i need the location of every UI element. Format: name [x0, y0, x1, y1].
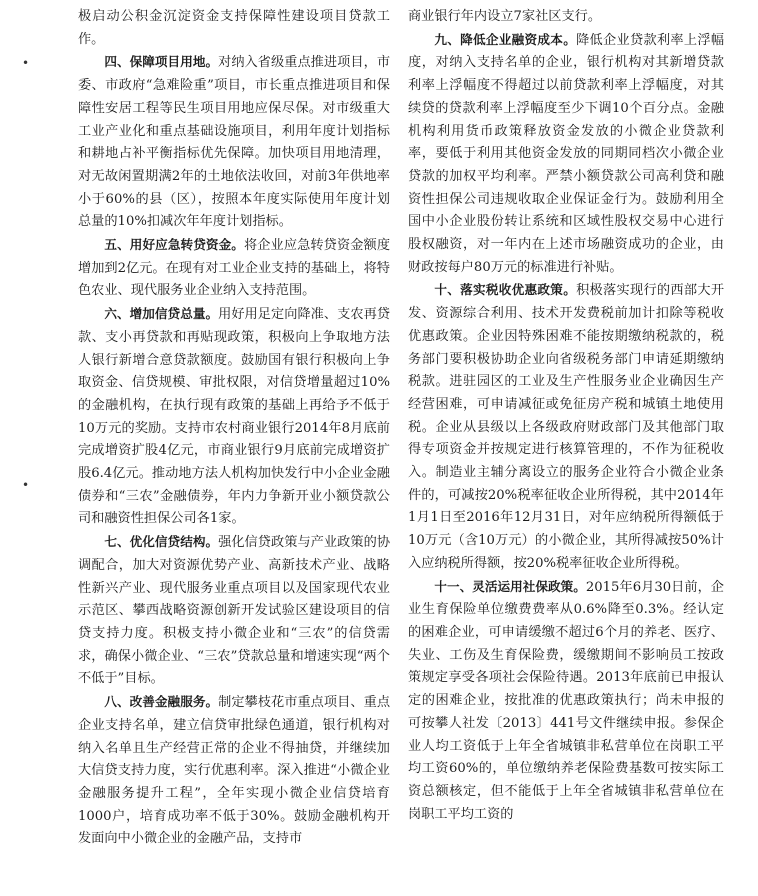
paragraph [78, 51, 390, 234]
section-heading: 六、增加信贷总量。 [104, 306, 219, 322]
paragraph [408, 279, 724, 575]
margin-mark: • [22, 478, 30, 492]
left-column [78, 6, 390, 851]
paragraph-text: 用好用足定向降准、支农再贷款、支小再贷款和再贴现政策，积极向上争取地方法人银行新增合意贷款额度。鼓励国有银行积极向上争取资金、信贷规模、审批权限，对信贷增量超过10%的金融机构，在执行现有政策的基础上再给予不低于10万元的奖励。支持市农村商业银行2014年8月底前完成增资扩股4亿元，市商业银行9月底前完成增资扩股6.4亿元。推动地方法人机构加快发行中小企业金融债券和“三农”金融债券，年内力争新开业小额贷款公司和融资性担保公司各1家。 [78, 307, 391, 527]
paragraph-text: 降低企业贷款利率上浮幅度，对纳入支持名单的企业，银行机构对其新增贷款利率上浮幅度不得超过以前贷款利率上浮幅度，对其续贷的贷款利率上浮幅度至少下调10个百分点。金融机构利用货币政策释放资金发放的小微企业贷款利率，要低于利用其他资金发放的同期同档次小微企业贷款的加权平均利率。严禁小额贷款公司高利贷和融资性担保公司违规收取企业保证金行为。鼓励利用全国中小企业股份转让系统和区域性股权交易中心进行股权融资，对一年内在上述市场融资成功的企业，由财政按每户80万元的标准进行补贴。 [408, 32, 725, 275]
paragraph [408, 29, 724, 280]
paragraph [78, 234, 390, 303]
paragraph [408, 6, 724, 29]
margin-mark: • [22, 56, 30, 70]
paragraph-text: 对纳入省级重点推进项目，市委、市政府“急难险重”项目，市长重点推进项目和保障性安居工程等民生项目用地应保尽保。对市级重大工业产业化和重点基础设施项目，利用年度计划指标和耕地占补平衡指标优先保障。加快项目用地清理，对无故闲置期满2年的土地依法收回，对前3年供地率小于60%的县（区），按照本年度实际使用年度计划总量的10%扣减次年年度计划指标。 [78, 55, 391, 230]
paragraph [78, 531, 390, 691]
paragraph-text: 商业银行年内设立7家社区支行。 [408, 9, 602, 24]
paragraph-text: 强化信贷政策与产业政策的协调配合，加大对资源优势产业、高新技术产业、战略性新兴产业、现代服务业重点项目以及国家现代农业示范区、攀西战略资源创新开发试验区建设项目的信贷支持力度。积极支持小微企业和“三农”的信贷需求，确保小微企业、“三农”贷款总量和增速实现“两个不低于”目标。 [78, 535, 391, 687]
paragraph [78, 691, 390, 851]
paragraph-text: 制定攀枝花市重点项目、重点企业支持名单，建立信贷审批绿色通道，银行机构对纳入名单且生产经营正常的企业不得抽贷，并继续加大信贷支持力度，实行优惠利率。深入推进“小微企业金融服务提升工程”，全年实现小微企业信贷培育1000户，培育成功率不低于30%。鼓励金融机构开发面向中小微企业的金融产品，支持市 [78, 695, 391, 847]
section-heading: 十一、灵活运用社保政策。 [434, 578, 586, 594]
right-column [408, 6, 724, 826]
section-heading: 七、优化信贷结构。 [104, 534, 219, 550]
section-heading: 九、降低企业融资成本。 [434, 31, 577, 47]
paragraph [408, 576, 724, 827]
section-heading: 八、改善金融服务。 [104, 694, 219, 710]
paragraph-text: 2015年6月30日前，企业生育保险单位缴费费率从0.6%降至0.3%。经认定的困难企业，可申请缓缴不超过6个月的养老、医疗、失业、工伤及生育保险费，缓缴期间不影响员工按政策规定享受各项社会保险待遇。2013年底前已申报认定的困难企业，按批准的优惠政策执行；尚未申报的可按攀人社发〔2013〕441号文件继续申报。参保企业人均工资低于上年全省城镇非私营单位在岗职工平均工资60%的，单位缴纳养老保险费基数可按实际工资总额核定，但不能低于上年全省城镇非私营单位在岗职工平均工资的 [408, 579, 724, 822]
paragraph [78, 303, 390, 531]
paragraph-text: 积极落实现行的西部大开发、资源综合利用、技术开发费税前加计扣除等税收优惠政策。企业因特殊困难不能按期缴纳税款的，税务部门要积极协助企业向省级税务部门申请延期缴纳税款。进驻园区的工业及生产性服务业企业确因生产经营困难，可申请减征或免征房产税和城镇土地使用税。企业从县级以上各级政府财政部门及其他部门取得专项资金并按规定进行核算管理的，不作为征税收入。制造业主辅分离设立的服务企业符合小微企业条件的，可减按20%税率征收企业所得税，其中2014年1月1日至2016年12月31日，对年应纳税所得额低于10万元（含10万元）的小微企业，其所得减按50%计入应纳税所得额，按20%税率征收企业所得税。 [408, 283, 725, 571]
paragraph-text: 极启动公积金沉淀资金支持保障性建设项目贷款工作。 [78, 9, 390, 47]
section-heading: 十、落实税收优惠政策。 [434, 282, 577, 298]
section-heading: 四、保障项目用地。 [104, 54, 219, 70]
section-heading: 五、用好应急转贷资金。 [104, 237, 244, 253]
paragraph-text: 将企业应急转贷资金额度增加到2亿元。在现有对工业企业支持的基础上，将特色农业、现代服务业企业纳入支持范围。 [78, 238, 391, 299]
paragraph [78, 6, 390, 51]
